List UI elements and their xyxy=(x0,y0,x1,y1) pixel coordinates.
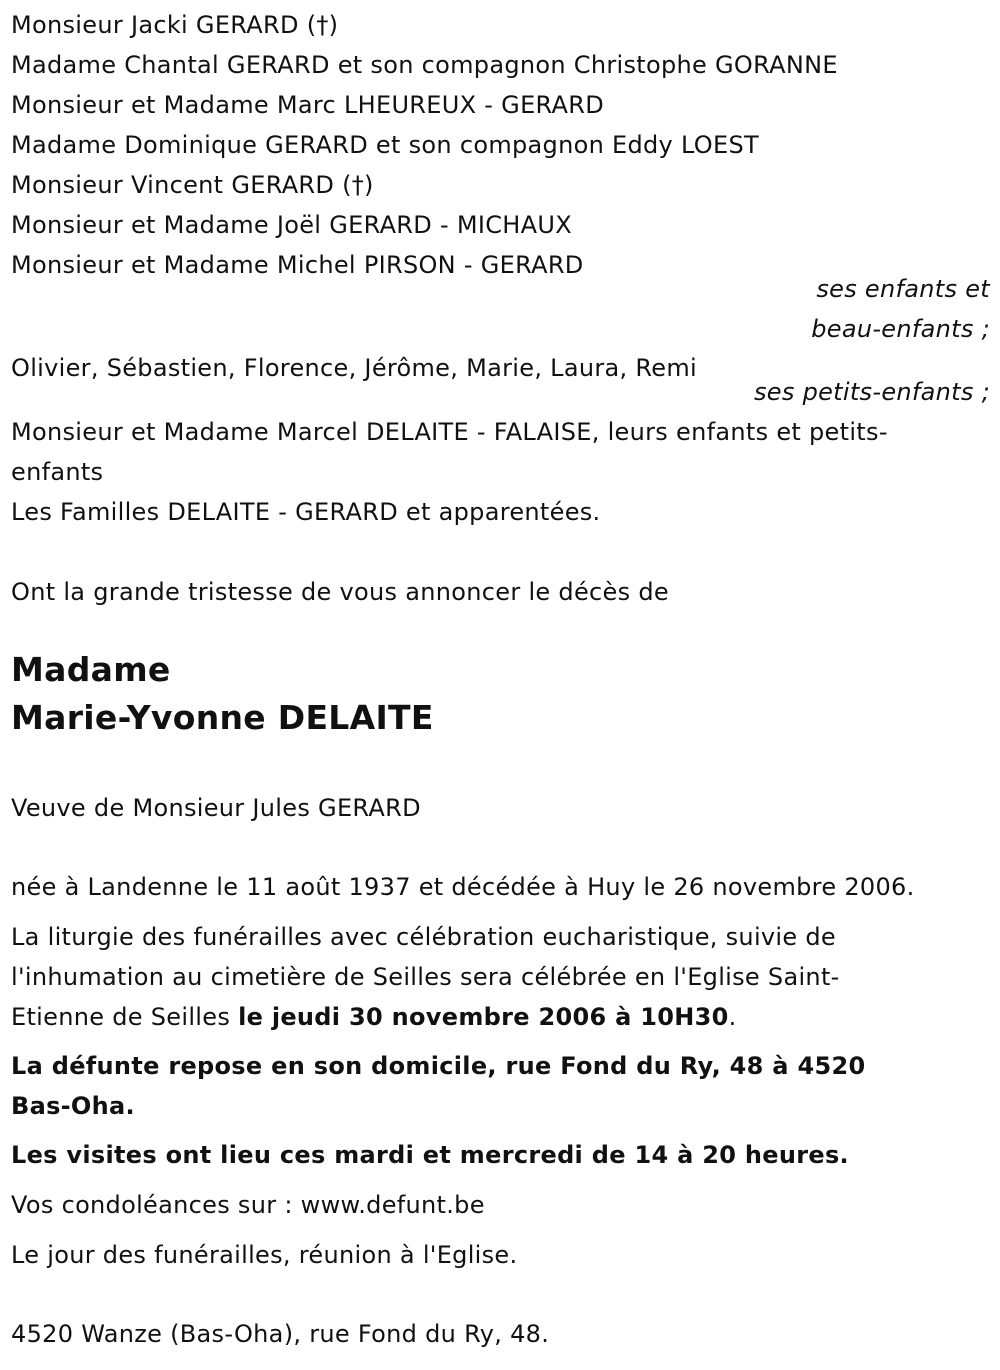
deceased-title: Madame xyxy=(11,650,171,689)
children-label: beau-enfants ; xyxy=(811,315,990,343)
deceased-name: Marie-Yvonne DELAITE xyxy=(11,698,434,737)
others-line: enfants xyxy=(11,458,104,486)
rest-line: La défunte repose en son domicile, rue Fond du Ry, 48 à 4520 xyxy=(11,1052,866,1080)
widow-of: Veuve de Monsieur Jules GERARD xyxy=(11,794,421,822)
announcement: Ont la grande tristesse de vous annoncer le décès de xyxy=(11,578,669,606)
grandchildren-label: ses petits-enfants ; xyxy=(753,378,990,406)
others-line: Monsieur et Madame Marcel DELAITE - FALAISE, leurs enfants et petits- xyxy=(11,418,888,446)
family-line: Monsieur et Madame Joël GERARD - MICHAUX xyxy=(11,211,572,239)
children-label: ses enfants et xyxy=(816,275,990,303)
family-line: Monsieur Vincent GERARD (†) xyxy=(11,171,374,199)
family-line: Monsieur et Madame Michel PIRSON - GERARD xyxy=(11,251,584,279)
liturgy-line xyxy=(11,1002,737,1032)
address: 4520 Wanze (Bas-Oha), rue Fond du Ry, 48. xyxy=(11,1320,550,1348)
family-line: Madame Chantal GERARD et son compagnon Christophe GORANNE xyxy=(11,51,838,79)
birth-death: née à Landenne le 11 août 1937 et décédée à Huy le 26 novembre 2006. xyxy=(11,873,915,901)
grandchildren: Olivier, Sébastien, Florence, Jérôme, Marie, Laura, Remi xyxy=(11,354,698,382)
liturgy-line: La liturgie des funérailles avec célébration eucharistique, suivie de xyxy=(11,923,836,951)
others-line: Les Familles DELAITE - GERARD et apparentées. xyxy=(11,498,601,526)
liturgy-line: l'inhumation au cimetière de Seilles sera célébrée en l'Eglise Saint- xyxy=(11,963,840,991)
liturgy-date: le jeudi 30 novembre 2006 à 10H30 xyxy=(238,1003,729,1031)
rest-line: Bas-Oha. xyxy=(11,1092,135,1120)
liturgy-text: Etienne de Seilles xyxy=(11,1003,239,1031)
condolences: Vos condoléances sur : www.defunt.be xyxy=(11,1191,485,1219)
visits: Les visites ont lieu ces mardi et mercredi de 14 à 20 heures. xyxy=(11,1141,849,1169)
family-line: Monsieur et Madame Marc LHEUREUX - GERARD xyxy=(11,91,605,119)
meeting: Le jour des funérailles, réunion à l'Eglise. xyxy=(11,1241,518,1269)
family-line: Monsieur Jacki GERARD (†) xyxy=(11,11,339,39)
liturgy-end: . xyxy=(728,1003,737,1031)
family-line: Madame Dominique GERARD et son compagnon Eddy LOEST xyxy=(11,131,759,159)
